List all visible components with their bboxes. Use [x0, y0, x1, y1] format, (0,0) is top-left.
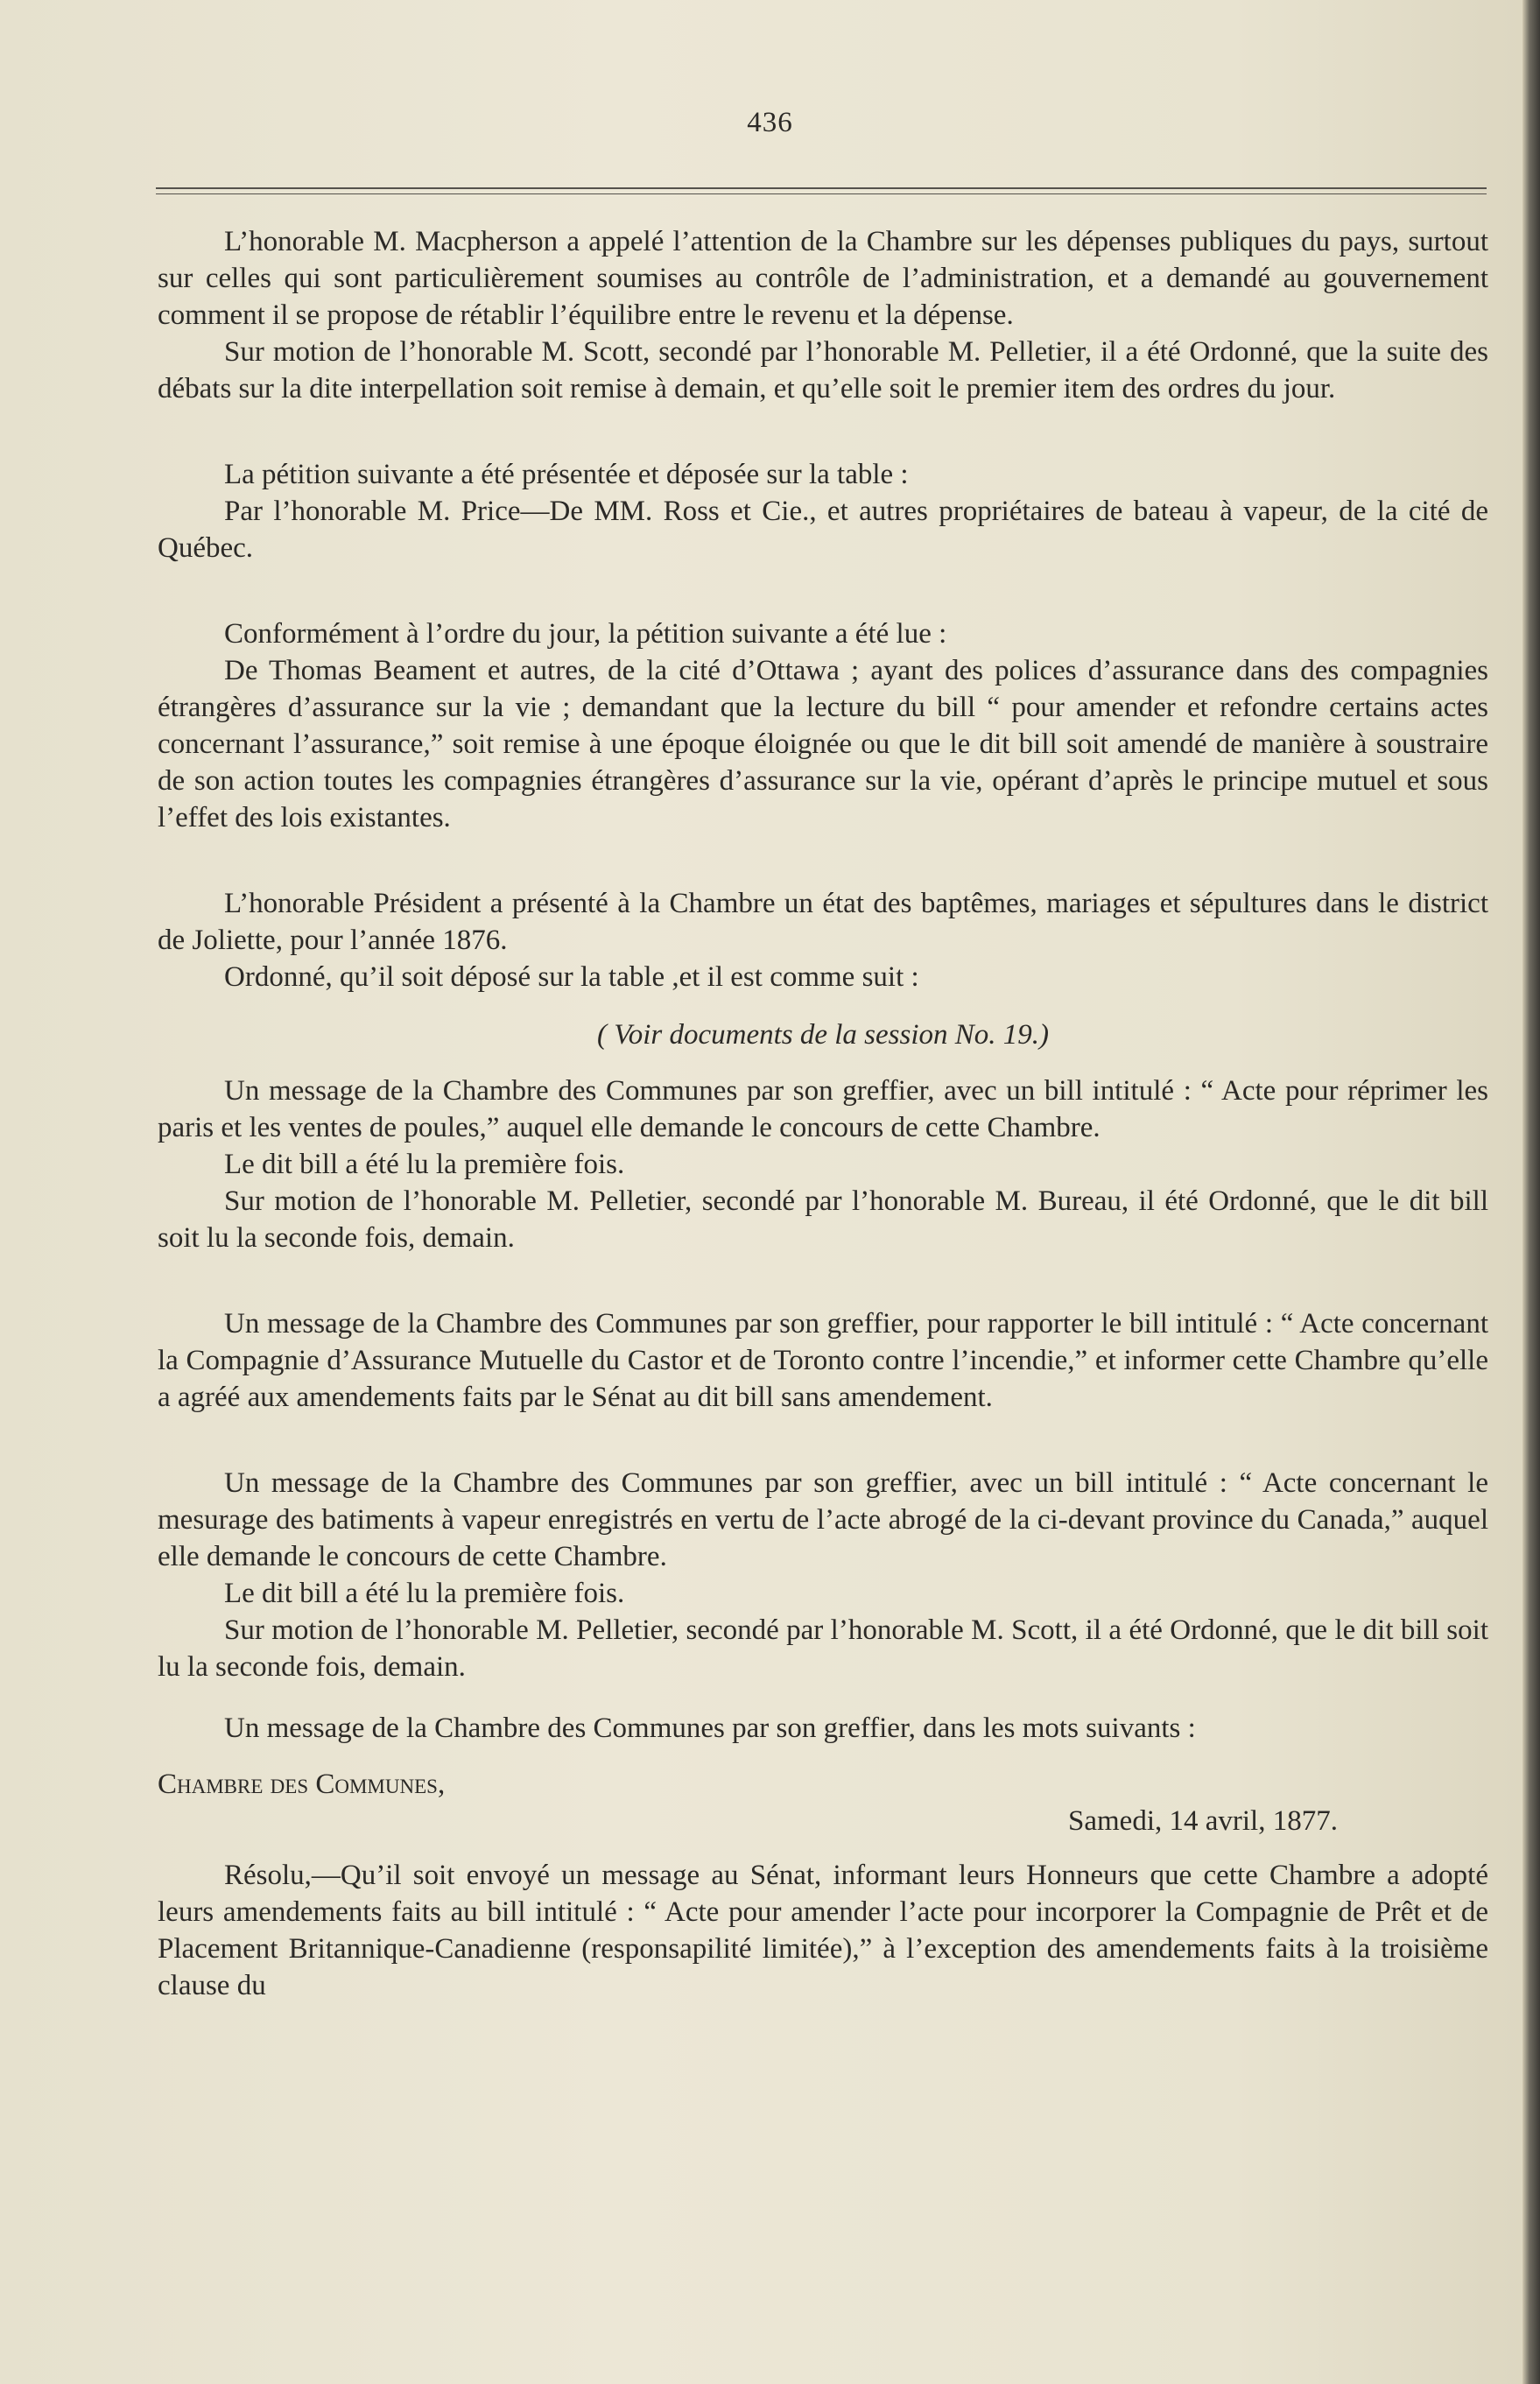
message-header-date: Samedi, 14 avril, 1877. — [1068, 1805, 1338, 1837]
paragraph-motion-pelletier-1: Sur motion de l’honorable M. Pelletier, secondé par l’honorable M. Bureau, il été Ordonné, que le dit bill soit lu la seconde fois, demain. — [158, 1185, 1488, 1254]
header-rule-bottom — [156, 193, 1487, 194]
paragraph-message-mots-suivants: Un message de la Chambre des Communes par son greffier, dans les mots suivants : — [224, 1712, 1196, 1744]
paragraph-message-mesurage: Un message de la Chambre des Communes par son greffier, avec un bill intitulé : “ Acte concernant le mesurage des batiments à vapeur enregistrés en vertu de l’acte abrogé de la ci-devant province du Canada,” auquel elle demande le concours de cette Chambre. — [158, 1467, 1488, 1572]
paragraph-motion-scott: Sur motion de l’honorable M. Scott, secondé par l’honorable M. Pelletier, il a été Ordonné, que la suite des débats sur la dite interpellation soit remise à demain, et qu’elle soit le premier item des ordres du jour. — [158, 336, 1488, 404]
paragraph-petition-presented: La pétition suivante a été présentée et déposée sur la table : — [224, 459, 909, 490]
page-edge-shadow — [1522, 0, 1540, 2384]
paragraph-ordered-table: Ordonné, qu’il soit déposé sur la table ,et il est comme suit : — [224, 961, 919, 993]
paragraph-president-statement: L’honorable Président a présenté à la Chambre un état des baptêmes, mariages et sépultures dans le district de Joliette, pour l’année 1876. — [158, 888, 1488, 956]
spacer — [158, 1839, 1488, 1857]
paragraph-petition-beament: De Thomas Beament et autres, de la cité d’Ottawa ; ayant des polices d’assurance dans des compagnies étrangères d’assurance sur la vie ; demandant que la lecture du bill “ pour amender et refondre certains actes concernant l’assurance,” soit remise à une époque éloignée ou que le dit bill soit amendé de manière à soustraire de son action toutes les compagnies étrangères d’assurance sur la vie, opérant d’après le principe mutuel et sous l’effet des lois existantes. — [158, 655, 1488, 833]
paragraph-message-paris: Un message de la Chambre des Communes par son greffier, avec un bill intitulé : “ Acte pour réprimer les paris et les ventes de poules,” auquel elle demande le concours de cette Chambre. — [158, 1075, 1488, 1143]
spacer — [158, 1685, 1488, 1710]
paragraph-first-reading-2: Le dit bill a été lu la première fois. — [224, 1578, 625, 1609]
header-rule-top — [156, 187, 1487, 189]
spacer — [158, 1053, 1488, 1072]
session-document-reference: ( Voir documents de la session No. 19.) — [596, 1019, 1050, 1051]
paragraph-resolu: Résolu,—Qu’il soit envoyé un message au Sénat, informant leurs Honneurs que cette Chambre a adopté leurs amendements faits au bill intitulé : “ Acte pour amender l’acte pour incorporer la Compagnie de Prêt et de Placement Britannique-Canadienne (responsapilité limitée),” à l’exception des amendements faits à la troisième clause du — [158, 1860, 1488, 2001]
spacer — [158, 995, 1488, 1016]
paragraph-macpherson: L’honorable M. Macpherson a appelé l’attention de la Chambre sur les dépenses publiques du pays, surtout sur celles qui sont particulièrement soumises au contrôle de l’administration, et a demandé au gouvernement comment il se propose de rétablir l’équilibre entre le revenu et la dépense. — [158, 226, 1488, 331]
spacer — [158, 566, 1488, 615]
paragraph-first-reading-1: Le dit bill a été lu la première fois. — [224, 1149, 625, 1180]
spacer — [158, 407, 1488, 456]
page-number: 436 — [747, 107, 793, 138]
spacer — [158, 1416, 1488, 1465]
spacer — [158, 1747, 1488, 1766]
paragraph-message-castor: Un message de la Chambre des Communes par son greffier, pour rapporter le bill intitulé : “ Acte concernant la Compagnie d’Assurance Mutuelle du Castor et de Toronto contre l’incendie,” et informer cette Chambre qu’elle a agréé aux amendements faits par le Sénat au dit bill sans amendement. — [158, 1308, 1488, 1413]
paragraph-petition-price: Par l’honorable M. Price—De MM. Ross et Cie., et autres propriétaires de bateau à vapeur, de la cité de Québec. — [158, 496, 1488, 564]
document-body — [158, 223, 1488, 2004]
spacer — [158, 836, 1488, 885]
paragraph-motion-pelletier-2: Sur motion de l’honorable M. Pelletier, secondé par l’honorable M. Scott, il a été Ordonné, que le dit bill soit lu la seconde fois, demain. — [158, 1614, 1488, 1683]
paragraph-petition-read: Conformément à l’ordre du jour, la pétition suivante a été lue : — [224, 618, 947, 650]
message-header-chamber: Chambre des Communes, — [158, 1769, 446, 1800]
spacer — [158, 1256, 1488, 1305]
